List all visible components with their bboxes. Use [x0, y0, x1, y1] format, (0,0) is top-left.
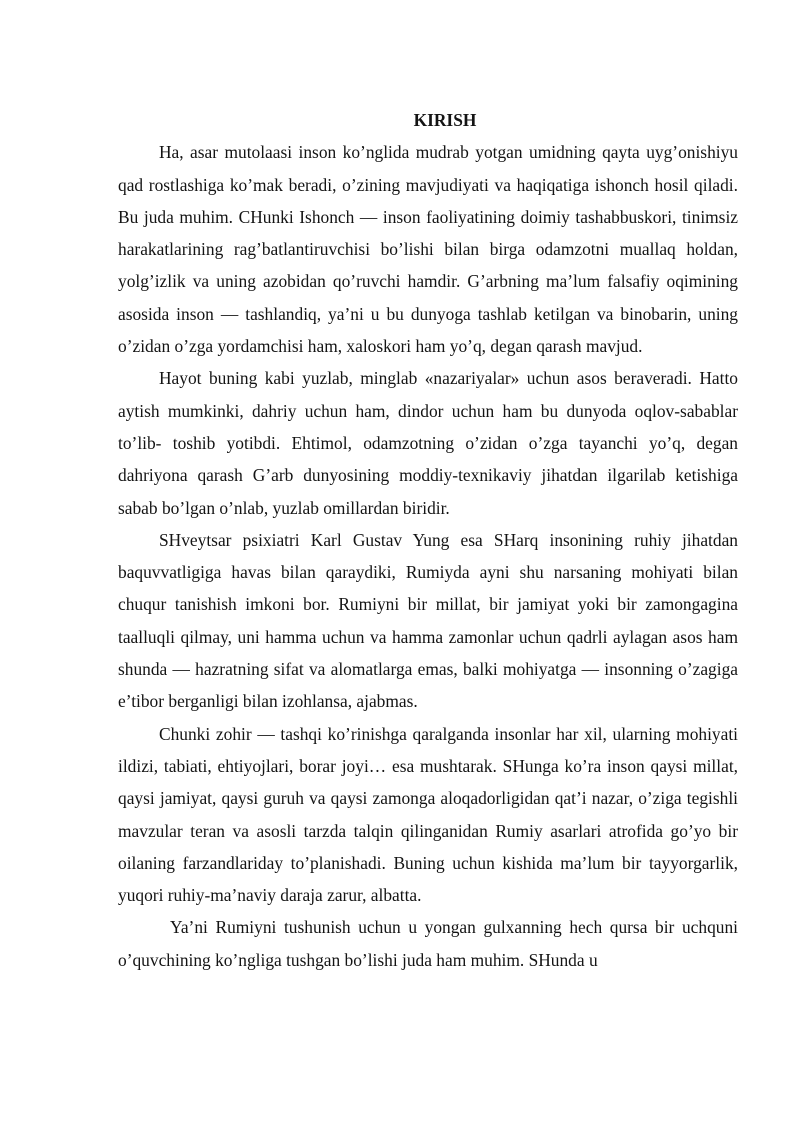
paragraph-3: SHveytsar psixiatri Karl Gustav Yung esa SHarq insonining ruhiy jihatdan baquvvatligiga havas bilan qaraydiki, Rumiyda ayni shu narsaning mohiyati bilan chuqur tanishish imkoni bor. Rumiyni bir millat, bir jamiyat yoki bir zamongagina taalluqli qilmay, uni hamma uchun va hamma zamonlar uchun qadrli aylagan asos ham shunda — hazratning sifat va alomatlarga emas, balki mohiyatga — insonning o’zagiga e’tibor berganligi bilan izohlansa, ajabmas. [118, 529, 738, 712]
document-page [118, 104, 738, 976]
paragraph-5: Ya’ni Rumiyni tushunish uchun u yongan gulxanning hech qursa bir uchquni o’quvchining ko’ngliga tushgan bo’lishi juda ham muhim. SHunda u [118, 917, 738, 970]
paragraph-2: Hayot buning kabi yuzlab, minglab «nazariyalar» uchun asos beraveradi. Hatto aytish mumkinki, dahriy uchun ham, dindor uchun ham bu dunyoda oqlov-sabablar to’lib- toshib yotibdi. Ehtimol, odamzotning o’zidan o’zga tayanchi yo’q, degan dahriyona qarash G’arb dunyosining moddiy-texnikaviy jihatdan ilgarilab ketishiga sabab bo’lgan o’nlab, yuzlab omillardan biridir. [118, 368, 738, 518]
paragraph-1: Ha, asar mutolaasi inson ko’nglida mudrab yotgan umidning qayta uyg’onishiyu qad rostlashiga ko’mak beradi, o’zining mavjudiyati va haqiqatiga ishonch hosil qiladi. Bu juda muhim. CHunki Ishonch — inson faoliyatining doimiy tashabbuskori, tinimsiz harakatlarining rag’batlantiruvchisi bo’lishi bilan birga odamzotni muallaq holdan, yolg’izlik va uning azobidan qo’ruvchi hamdir. G’arbning ma’lum falsafiy oqimining asosida inson — tashlandiq, ya’ni u bu dunyoga tashlab ketilgan va binobarin, uning o’zidan o’zga yordamchisi ham, xaloskori ham yo’q, degan qarash mavjud. [118, 142, 738, 357]
page-title: KIRISH [413, 110, 477, 130]
paragraph-4: Chunki zohir — tashqi ko’rinishga qaralganda insonlar har xil, ularning mohiyati ildizi, tabiati, ehtiyojlari, borar joyi… esa mushtarak. SHunga ko’ra inson qaysi millat, qaysi jamiyat, qaysi guruh va qaysi zamonga aloqadorligidan qat’i nazar, o’ziga tegishli mavzular teran va asosli tarzda talqin qilinganidan Rumiy asarlari atrofida go’yo bir oilaning farzandlariday to’planishadi. Buning uchun kishida ma’lum bir tayyorgarlik, yuqori ruhiy-ma’naviy daraja zarur, albatta. [118, 723, 738, 906]
